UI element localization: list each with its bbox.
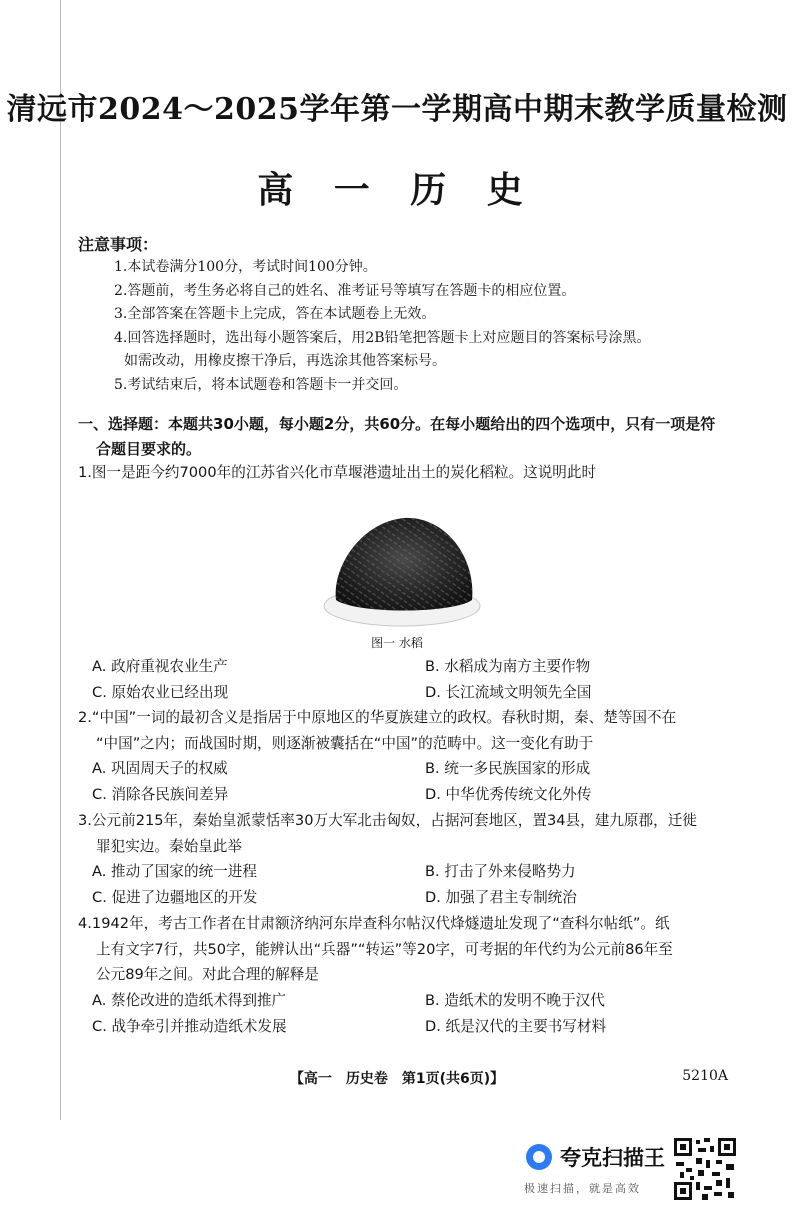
question-stem: 1.图一是距今约7000年的江苏省兴化市草堰港遗址出土的炭化稻粒。这说明此时 (78, 464, 597, 481)
question-stem: 上有文字7行，共50字，能辨认出“兵器”“转运”等20字，可考据的年代约为公元前86年至 (96, 940, 673, 958)
page-number: 【高一 历史卷 第1页(共6页)】 (289, 1071, 505, 1087)
option-a: A. 推动了国家的统一进程 (92, 863, 257, 880)
option-c: C. 促进了边疆地区的开发 (92, 889, 258, 906)
question-stem: 罪犯实边。秦始皇此举 (96, 837, 242, 855)
question-stem: 2.“中国”一词的最初含义是指居于中原地区的华夏族建立的政权。春秋时期，秦、楚等国不在 (78, 709, 677, 726)
option-b: B. 打击了外来侵略势力 (425, 863, 576, 880)
option-b: B. 造纸术的发明不晚于汉代 (425, 991, 605, 1009)
scanner-watermark (522, 1134, 788, 1206)
option-d: D. 纸是汉代的主要书写材料 (425, 1017, 607, 1035)
paper-code: 5210A (682, 1068, 728, 1084)
qr-code-icon (672, 1136, 738, 1202)
scanner-slogan: 极速扫描，就是高效 (524, 1182, 641, 1195)
option-c: C. 消除各民族间差异 (92, 786, 229, 803)
question-2 (78, 705, 758, 808)
notice-item: 3.全部答案在答题卡上完成，答在本试题卷上无效。 (114, 306, 436, 322)
question-stem: “中国”之内；而战国时期，则逐渐被囊括在“中国”的范畴中。这一变化有助于 (96, 734, 594, 752)
notice-item: 5.考试结束后，将本试题卷和答题卡一并交回。 (114, 376, 408, 393)
notice-item: 4.回答选择题时，选出每小题答案后，用2B铅笔把答题卡上对应题目的答案标号涂黑。 (114, 329, 651, 346)
section-heading-line: 合题目要求的。 (96, 440, 202, 458)
notice-item: 1.本试卷满分100分，考试时间100分钟。 (114, 259, 377, 275)
option-a: A. 蔡伦改进的造纸术得到推广 (92, 991, 287, 1009)
notice-item: 2.答题前，考生务必将自己的姓名、准考证号等填写在答题卡的相应位置。 (114, 282, 576, 299)
question-1 (78, 460, 758, 486)
section-heading-line: 一、选择题：本题共30小题，每小题2分，共60分。在每小题给出的四个选项中，只有一项是符 (78, 415, 716, 433)
scanner-brand: 夸克扫描王 (560, 1146, 665, 1170)
option-a: A. 政府重视农业生产 (92, 658, 228, 675)
notice-block (78, 234, 758, 397)
question-3 (78, 808, 758, 911)
exam-title: 清远市2024～2025学年第一学期高中期末教学质量检测 (6, 92, 788, 127)
option-d: D. 长江流域文明领先全国 (425, 684, 592, 701)
figure-caption: 图一 水稻 (371, 636, 423, 650)
option-a: A. 巩固周天子的权威 (92, 760, 228, 777)
question-1-options (78, 654, 758, 706)
scanner-logo-icon (526, 1144, 552, 1170)
option-d: D. 加强了君主专制统治 (425, 889, 577, 906)
subject-title: 高 一 历 史 (257, 169, 537, 211)
notice-item: 如需改动，用橡皮擦干净后，再选涂其他答案标号。 (124, 353, 446, 369)
option-c: C. 战争牵引并推动造纸术发展 (92, 1017, 287, 1035)
rice-grains-image (322, 496, 482, 630)
option-b: B. 水稻成为南方主要作物 (425, 658, 591, 675)
question-4 (78, 911, 758, 1040)
option-d: D. 中华优秀传统文化外传 (425, 786, 592, 803)
section-heading (78, 412, 758, 462)
question-stem: 公元89年之间。对此合理的解释是 (96, 966, 319, 983)
notice-heading: 注意事项： (78, 235, 159, 254)
option-c: C. 原始农业已经出现 (92, 684, 229, 701)
option-b: B. 统一多民族国家的形成 (425, 760, 591, 777)
question-stem: 4.1942年，考古工作者在甘肃额济纳河东岸查科尔帖汉代烽燧遗址发现了“查科尔帖纸”。纸 (78, 915, 670, 932)
question-stem: 3.公元前215年，秦始皇派蒙恬率30万大军北击匈奴，占据河套地区，置34县，建九原郡，迁徙 (78, 812, 697, 829)
figure-rice (0, 496, 794, 656)
